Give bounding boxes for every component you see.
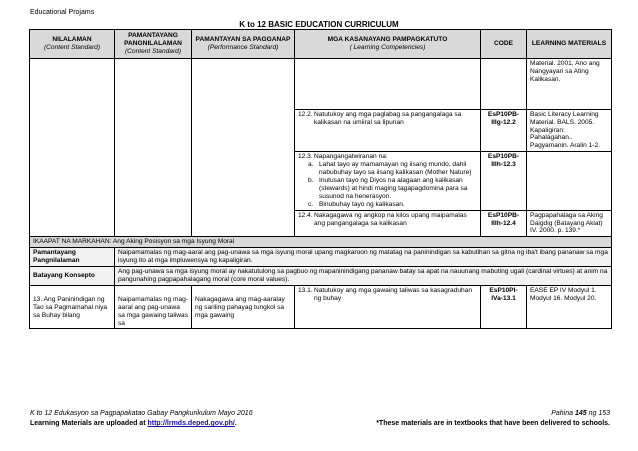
- col-header-code: CODE: [481, 30, 527, 59]
- code-cell: EsP10PB-IIIh-12.4: [481, 210, 527, 237]
- standard-band-row: [30, 248, 612, 267]
- competency-cell: 12.3. Napangangatwiranan na: a. Lahat tayo ay mamamayan ng iisang mundo, dahil nabubuhay tayo sa iisang kalikasan (Mother Nature) b. Inutusan tayo ng Diyos na alagaan ang kalikasan (stewards) at hindi maging tagapagdomina para sa susunod na henerasyon. c. Binubuhay tayo ng kalikasan.: [295, 152, 481, 210]
- band-label: Batayang Konsepto: [30, 267, 115, 286]
- footer-guide-title: K to 12 Edukasyon sa Pagpapakatao Gabay Pangkurikulum Mayo 2016: [30, 410, 253, 417]
- table-row: [30, 285, 612, 329]
- performance-cell: Nakagagawa ang mag-aaralay ng sariling pahayag tungkol sa mga gawaing: [192, 285, 295, 329]
- materials-cell: Material. 2001. Ano ang Nangyayari sa Ating Kalikasan.: [527, 58, 612, 109]
- curriculum-table: [29, 29, 612, 329]
- col-header-learning-competencies: MGA KASANAYANG PAMPAGKATUTO ( Learning Competencies): [295, 30, 481, 59]
- page-header-label: Educational Projams: [30, 9, 95, 16]
- page-number: Pahina 145 ng 153: [551, 410, 610, 417]
- footer-upload-note: Learning Materials are uploaded at http://lrmds.deped.gov.ph/.: [30, 420, 237, 427]
- quarter-heading-row: [30, 237, 612, 248]
- code-cell: EsP10PB-IIIg-12.2: [481, 109, 527, 152]
- table-row: [30, 58, 612, 109]
- materials-cell: Pagpapahalaga sa Aking Daigdig (Batayang Aklat) IV. 2000. p. 139.*: [527, 210, 612, 237]
- col-header-performance-standard: PAMANTAYAN SA PAGGANAP (Performance Standard): [192, 30, 295, 59]
- content-cell: 13. Ang Paninindigan ng Tao sa Pagmamahal niya sa Buhay bilang: [30, 285, 115, 329]
- materials-cell: Basic Literacy Learning Material. BALS. 2005. Kapaligiran: Pahalagahan.. Pagyamanin. Aralin 1-2.: [527, 109, 612, 152]
- band-text: Ang pag-unawa sa mga isyung moral ay nakatutulong sa pagbuo ng mapaninindigang pananaw batay sa apat na nauunang mabuting ugali (cardinal virtues) at anim na pangunahing pagpapahalagang moral (core moral values).: [115, 267, 612, 286]
- code-cell-empty: [481, 58, 527, 109]
- col-header-content-standard: PAMANTAYANG PANGNILALAMAN (Content Standard): [115, 30, 192, 59]
- competency-cell: 12.2. Natutukoy ang mga paglabag sa pangangalaga sa kalikasan na umiiral sa lipunan: [295, 109, 481, 152]
- band-label: Pamantayang Pangnilalaman: [30, 248, 115, 267]
- competency-cell-empty: [295, 58, 481, 109]
- footer-left: [30, 409, 253, 429]
- col-header-content: NILALAMAN (Content Standard): [30, 30, 115, 59]
- lrmds-link[interactable]: http://lrmds.deped.gov.ph/: [147, 420, 235, 427]
- footer-right: [376, 409, 610, 429]
- standard-band-row: [30, 267, 612, 286]
- materials-cell: EASE EP IV Modyul 1. Modyul 16. Modyul 20.: [527, 285, 612, 329]
- competency-cell: 13.1. Natutukoy ang mga gawaing taliwas sa kasagraduhan ng buhay: [295, 285, 481, 329]
- materials-cell: [527, 152, 612, 210]
- quarter-heading: IKAAPAT NA MARKAHAN: Ang Aking Posisyon sa mga Isyung Moral: [30, 237, 612, 248]
- table-header-row: [30, 30, 612, 59]
- col-header-learning-materials: LEARNING MATERIALS: [527, 30, 612, 59]
- band-text: Naipamamalas ng mag-aaral ang pag-unawa sa mga isyung moral upang magkaroon ng matatag na paninindigan sa kabutihan sa gitna ng iba't ibang pananaw sa mga isyung ito at mga impluwensya ng kapaligiran.: [115, 248, 612, 267]
- competency-cell: 12.4. Nakagagawa ng angkop na kilos upang maipamalas ang pangangalaga sa kalikasan: [295, 210, 481, 237]
- content-cell-empty: [30, 58, 115, 237]
- code-cell: EsP10PB-IIIh-12.3: [481, 152, 527, 210]
- content-standard-cell: Naipamamalas ng mag-aaral ang pag-unawa sa mga gawaing taliwas sa: [115, 285, 192, 329]
- performance-cell-empty: [192, 58, 295, 237]
- content-standard-cell-empty: [115, 58, 192, 237]
- code-cell: EsP10PI-IVa-13.1: [481, 285, 527, 329]
- document-title: K to 12 BASIC EDUCATION CURRICULUM: [239, 20, 399, 29]
- textbook-note: *These materials are in textbooks that have been delivered to schools.: [376, 420, 610, 427]
